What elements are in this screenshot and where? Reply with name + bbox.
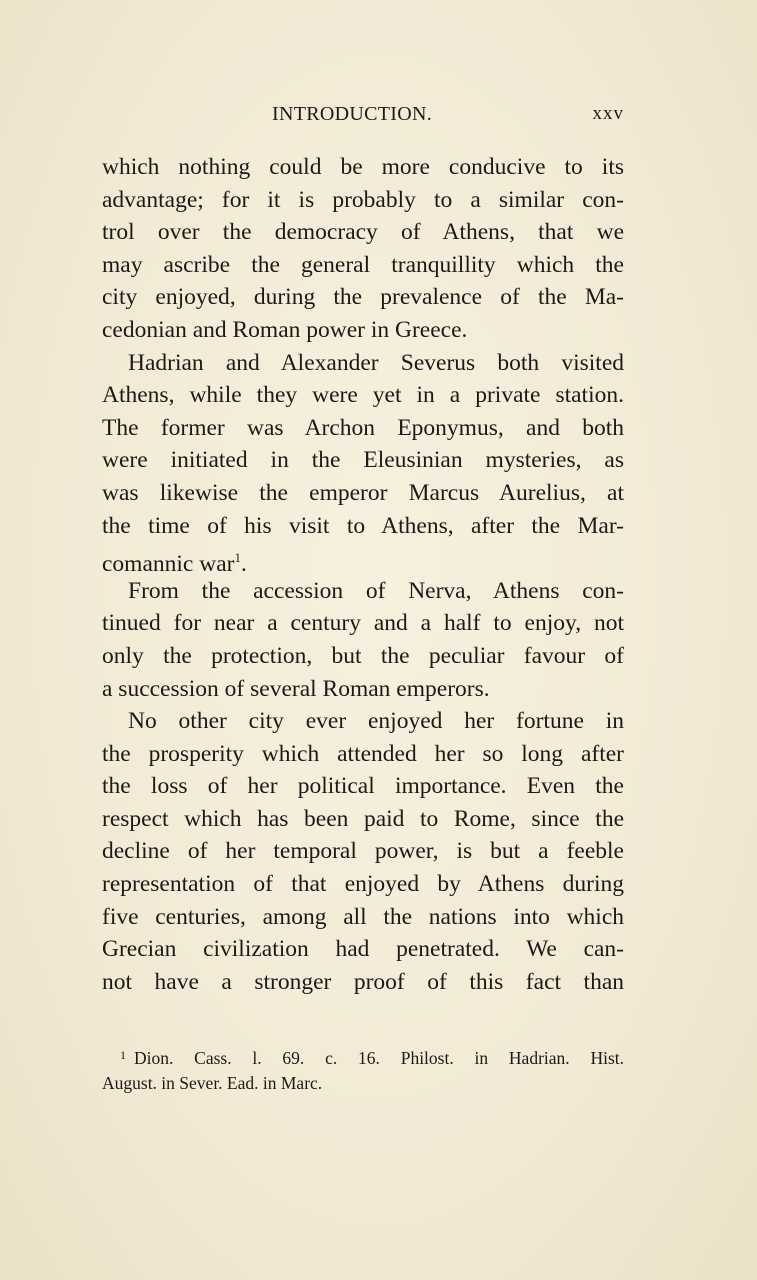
text-line: a succession of several Roman emperors.	[102, 675, 490, 702]
page-number: xxv	[592, 103, 624, 124]
footnote-line: August. in Sever. Ead. in Marc.	[102, 1073, 323, 1093]
text-line: may ascribe the general tranquillity which the	[102, 251, 624, 278]
text-line: Hadrian and Alexander Severus both visited	[128, 349, 624, 376]
text-line: which nothing could be more conducive to its	[102, 154, 624, 180]
running-title: INTRODUCTION.	[272, 103, 432, 125]
text-line: cedonian and Roman power in Greece.	[102, 316, 468, 343]
footnotes	[102, 1041, 624, 1097]
text-line: the time of his visit to Athens, after the Mar-	[102, 512, 624, 539]
text-line: trol over the democracy of Athens, that we	[102, 219, 624, 246]
text-line: tinued for near a century and a half to enjoy, not	[102, 610, 624, 637]
text-line: five centuries, among all the nations into which	[102, 903, 624, 930]
footnote-marker: 1	[120, 1048, 126, 1062]
text-line: city enjoyed, during the prevalence of the Ma-	[102, 284, 624, 311]
footnote-reference-period: .	[240, 551, 247, 578]
text-line: respect which has been paid to Rome, since the	[102, 805, 624, 832]
text-line: not have a stronger proof of this fact than	[102, 968, 624, 995]
text-line: Grecian civilization had penetrated. We can-	[102, 936, 624, 963]
text-line: was likewise the emperor Marcus Aurelius, at	[102, 479, 624, 506]
text-line: No other city ever enjoyed her fortune in	[128, 708, 624, 735]
text-line: Athens, while they were yet in a private station.	[102, 382, 624, 409]
text-line: From the accession of Nerva, Athens con-	[128, 577, 624, 604]
text-line: The former was Archon Eponymus, and both	[102, 414, 624, 441]
body-text	[102, 151, 624, 998]
footnote-line	[102, 1041, 624, 1069]
text-line: only the protection, but the peculiar favour of	[102, 642, 624, 669]
text-line-with-footnote	[102, 542, 624, 578]
text-line: the prosperity which attended her so long after	[102, 740, 624, 767]
footnote-reference[interactable]: 1	[234, 550, 241, 566]
running-header	[102, 103, 624, 129]
footnote-text: Dion. Cass. l. 69. c. 16. Philost. in Hadrian. Hist.	[134, 1048, 624, 1068]
text-line: were initiated in the Eleusinian mysteries, as	[102, 447, 624, 474]
text-line: the loss of her political importance. Even the	[102, 773, 624, 800]
text-line: representation of that enjoyed by Athens during	[102, 871, 624, 898]
text-line: advantage; for it is probably to a similar con-	[102, 186, 624, 213]
text-line: decline of her temporal power, is but a feeble	[102, 838, 624, 865]
text-line: comannic war	[102, 551, 235, 578]
